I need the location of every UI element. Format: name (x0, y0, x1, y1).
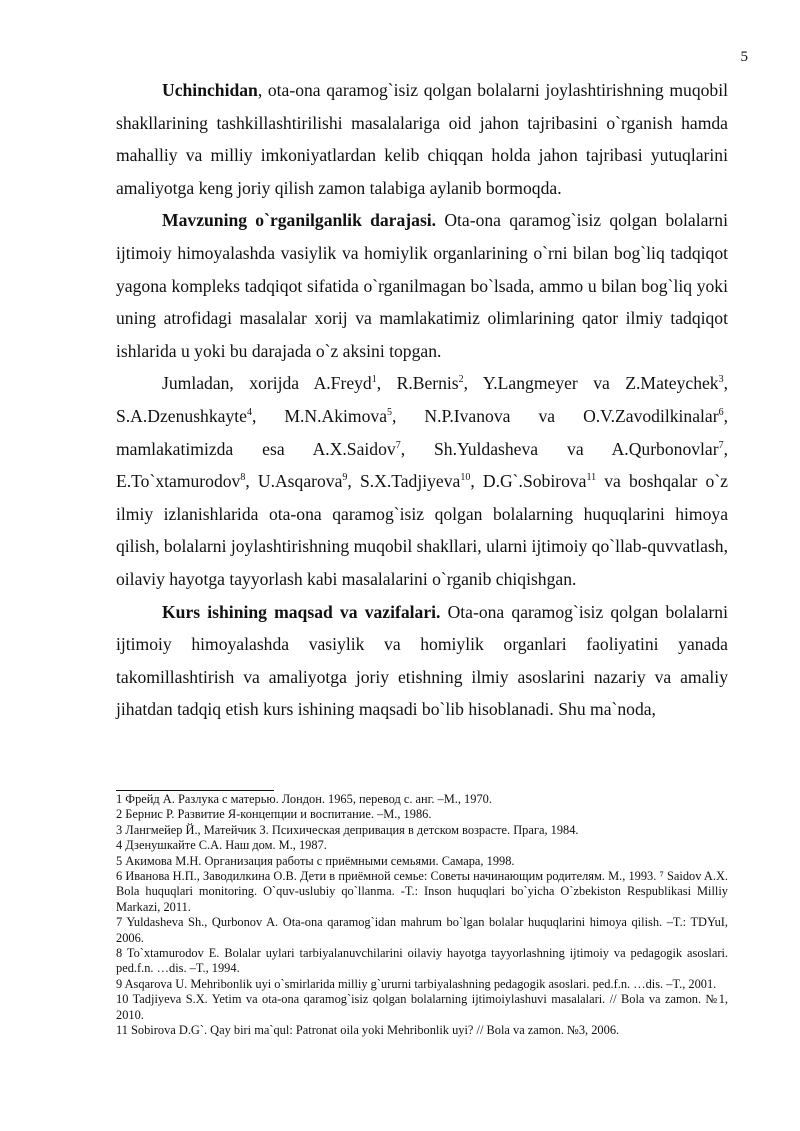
paragraph-lead: Uchinchidan (162, 80, 258, 100)
paragraph-text: Ota-ona qaramog`isiz qolgan bolalarni ijtimoiy himoyalashda vasiylik va homiylik organlarining o`rni bilan bog`liq tadqiqot yagona kompleks tadqiqot sifatida o`rganilmagan bo`lsada, ammo u bilan bog`liq yoki uning atrofidagi masalalar xorij va mamlakatimiz olimlarining qator ilmiy tadqiqot ishlarida u yoki bu darajada o`z aksini topgan. (116, 210, 728, 361)
paragraph-lead: Mavzuning o`rganilganlik darajasi. (162, 210, 437, 231)
paragraph-text: , S.A.Dzenushkayte (116, 373, 728, 426)
paragraph-text: , D.G`.Sobirova (470, 471, 587, 492)
paragraph-text: , mamlakatimizda esa A.X.Saidov (116, 405, 728, 459)
footnote-ref[interactable]: 7 (718, 439, 724, 451)
footnote-ref[interactable]: 2 (458, 374, 464, 386)
footnote-8: 8 To`xtamurodov E. Bolalar uylari tarbiyalanuvchilarini oilaviy hayotga tayyorlashning ijtimoiy va pedagogik asoslari. ped.f.n. …dis. –T., 1994. (116, 946, 728, 976)
paragraph-jumladan (116, 367, 728, 595)
paragraph-text: , R.Bernis (376, 373, 459, 394)
footnote-ref[interactable]: 9 (342, 472, 348, 484)
paragraph-text: , S.X.Tadjiyeva (347, 471, 461, 492)
footnote-9: 9 Asqarova U. Mehribonlik uyi o`smirlarida milliy g`ururni tarbiyalashning pedagogik asoslari. ped.f.n. …dis. –T., 2001. (116, 976, 717, 991)
footnote-ref[interactable]: 4 (246, 407, 252, 419)
paragraph-text: , E.To`xtamurodov (116, 438, 728, 492)
footnote-separator (116, 790, 274, 791)
paragraph-uchinchidan (116, 74, 728, 204)
paragraph-text: , ota-ona qaramog`isiz qolgan bolalarni joylashtirishning muqobil shakllarining tashkillashtirilishi masalalariga oid jahon tajribasini o`rganish hamda mahalliy va milliy imkoniyatlardan kelib chiqqan holda jahon tajribasi yutuqlarini amaliyotga keng joriy qilish zamon talabiga aylanib bormoqda. (116, 80, 728, 198)
paragraph-text: Ota-ona qaramog`isiz qolgan bolalarni ijtimoiy himoyalashda vasiylik va homiylik organlari faoliyatini yanada takomillashtirish va amaliyotga joriy etishning ilmiy asoslarini nazariy va amaliy jihatdan tadqiq etish kurs ishining maqsadi bo`lib hisoblanadi. Shu ma`noda, (116, 601, 728, 720)
paragraph-kurs-ishi (116, 596, 728, 726)
paragraph-text: , Y.Langmeyer va Z.Mateychek (463, 373, 719, 394)
paragraph-lead: Kurs ishining maqsad va vazifalari. (162, 601, 441, 622)
paragraph-text: va boshqalar o`z ilmiy izlanishlarida ota-ona qaramog`isiz qolgan bolalarning huquqlarini himoya qilish, bolalarni joylashtirishning muqobil shakllari, ularni ijtimoiy qo`llab-quvvatlash, oilaviy hayotga tayyorlash kabi masalalarini o`rganib chiqishgan. (116, 471, 728, 589)
footnote-ref[interactable]: 6 (718, 407, 724, 419)
paragraph-text: Jumladan, xorijda A.Freyd (162, 373, 372, 394)
page-number: 5 (740, 49, 748, 65)
main-text (116, 74, 728, 726)
footnote-ref[interactable]: 5 (387, 407, 392, 419)
footnote-ref[interactable]: 8 (240, 472, 246, 484)
paragraph-text: , U.Asqarova (245, 471, 343, 492)
footnote-1: 1 Фрейд А. Разлука с матерью. Лондон. 1965, перевод с. анг. –М., 1970. (116, 792, 492, 806)
paragraph-mavzuning (116, 204, 728, 367)
footnote-ref[interactable]: 7 (395, 439, 401, 451)
footnote-3: 3 Лангмейер Й., Матейчик З. Психическая депривация в детском возрасте. Прага, 1984. (116, 822, 579, 837)
footnote-ref[interactable]: 3 (718, 374, 724, 386)
footnote-ref[interactable]: 1 (371, 374, 377, 386)
paragraph-text: , M.N.Akimova (251, 405, 387, 426)
footnote-10: 10 Tadjiyeva S.X. Yetim va ota-ona qaramog`isiz qolgan bolalarning ijtimoiylashuvi masalalari. // Bola va zamon. №1, 2010. (116, 992, 728, 1022)
footnote-ref[interactable]: 11 (586, 472, 597, 484)
footnote-ref[interactable]: 10 (460, 472, 471, 484)
paragraph-text: , N.P.Ivanova va O.V.Zavodilkinalar (392, 405, 719, 426)
paragraph-text: , Sh.Yuldasheva va A.Qurbonovlar (400, 438, 719, 459)
footnote-2: 2 Бернис Р. Развитие Я-концепции и воспитание. –М., 1986. (116, 807, 432, 822)
footnote-11: 11 Sobirova D.G`. Qay biri ma`qul: Patronat oila yoki Mehribonlik uyi? // Bola va zamon. №3, 2006. (116, 1023, 620, 1038)
footnote-5: 5 Акимова М.Н. Организация работы с приёмными семьями. Самара, 1998. (116, 853, 515, 868)
footnote-4: 4 Дзенушкайте С.А. Наш дом. М., 1987. (116, 838, 327, 853)
footnote-6: 6 Иванова Н.П., Заводилкина О.В. Дети в приёмной семье: Советы начинающим родителям. М., 1993. ⁷ Saidov A.X. Bola huquqlari monitoring. O`quv-uslubiy qo`llanma. -T.: Inson huquqlari bo`yicha O`zbekiston Respublikasi Milliy Markazi, 2011. (116, 869, 728, 914)
footnotes (116, 792, 728, 1039)
footnote-7: 7 Yuldasheva Sh., Qurbonov A. Ota-ona qaramog`idan mahrum bo`lgan bolalar huquqlarini himoya qilish. –T.: TDYuI, 2006. (116, 915, 728, 945)
